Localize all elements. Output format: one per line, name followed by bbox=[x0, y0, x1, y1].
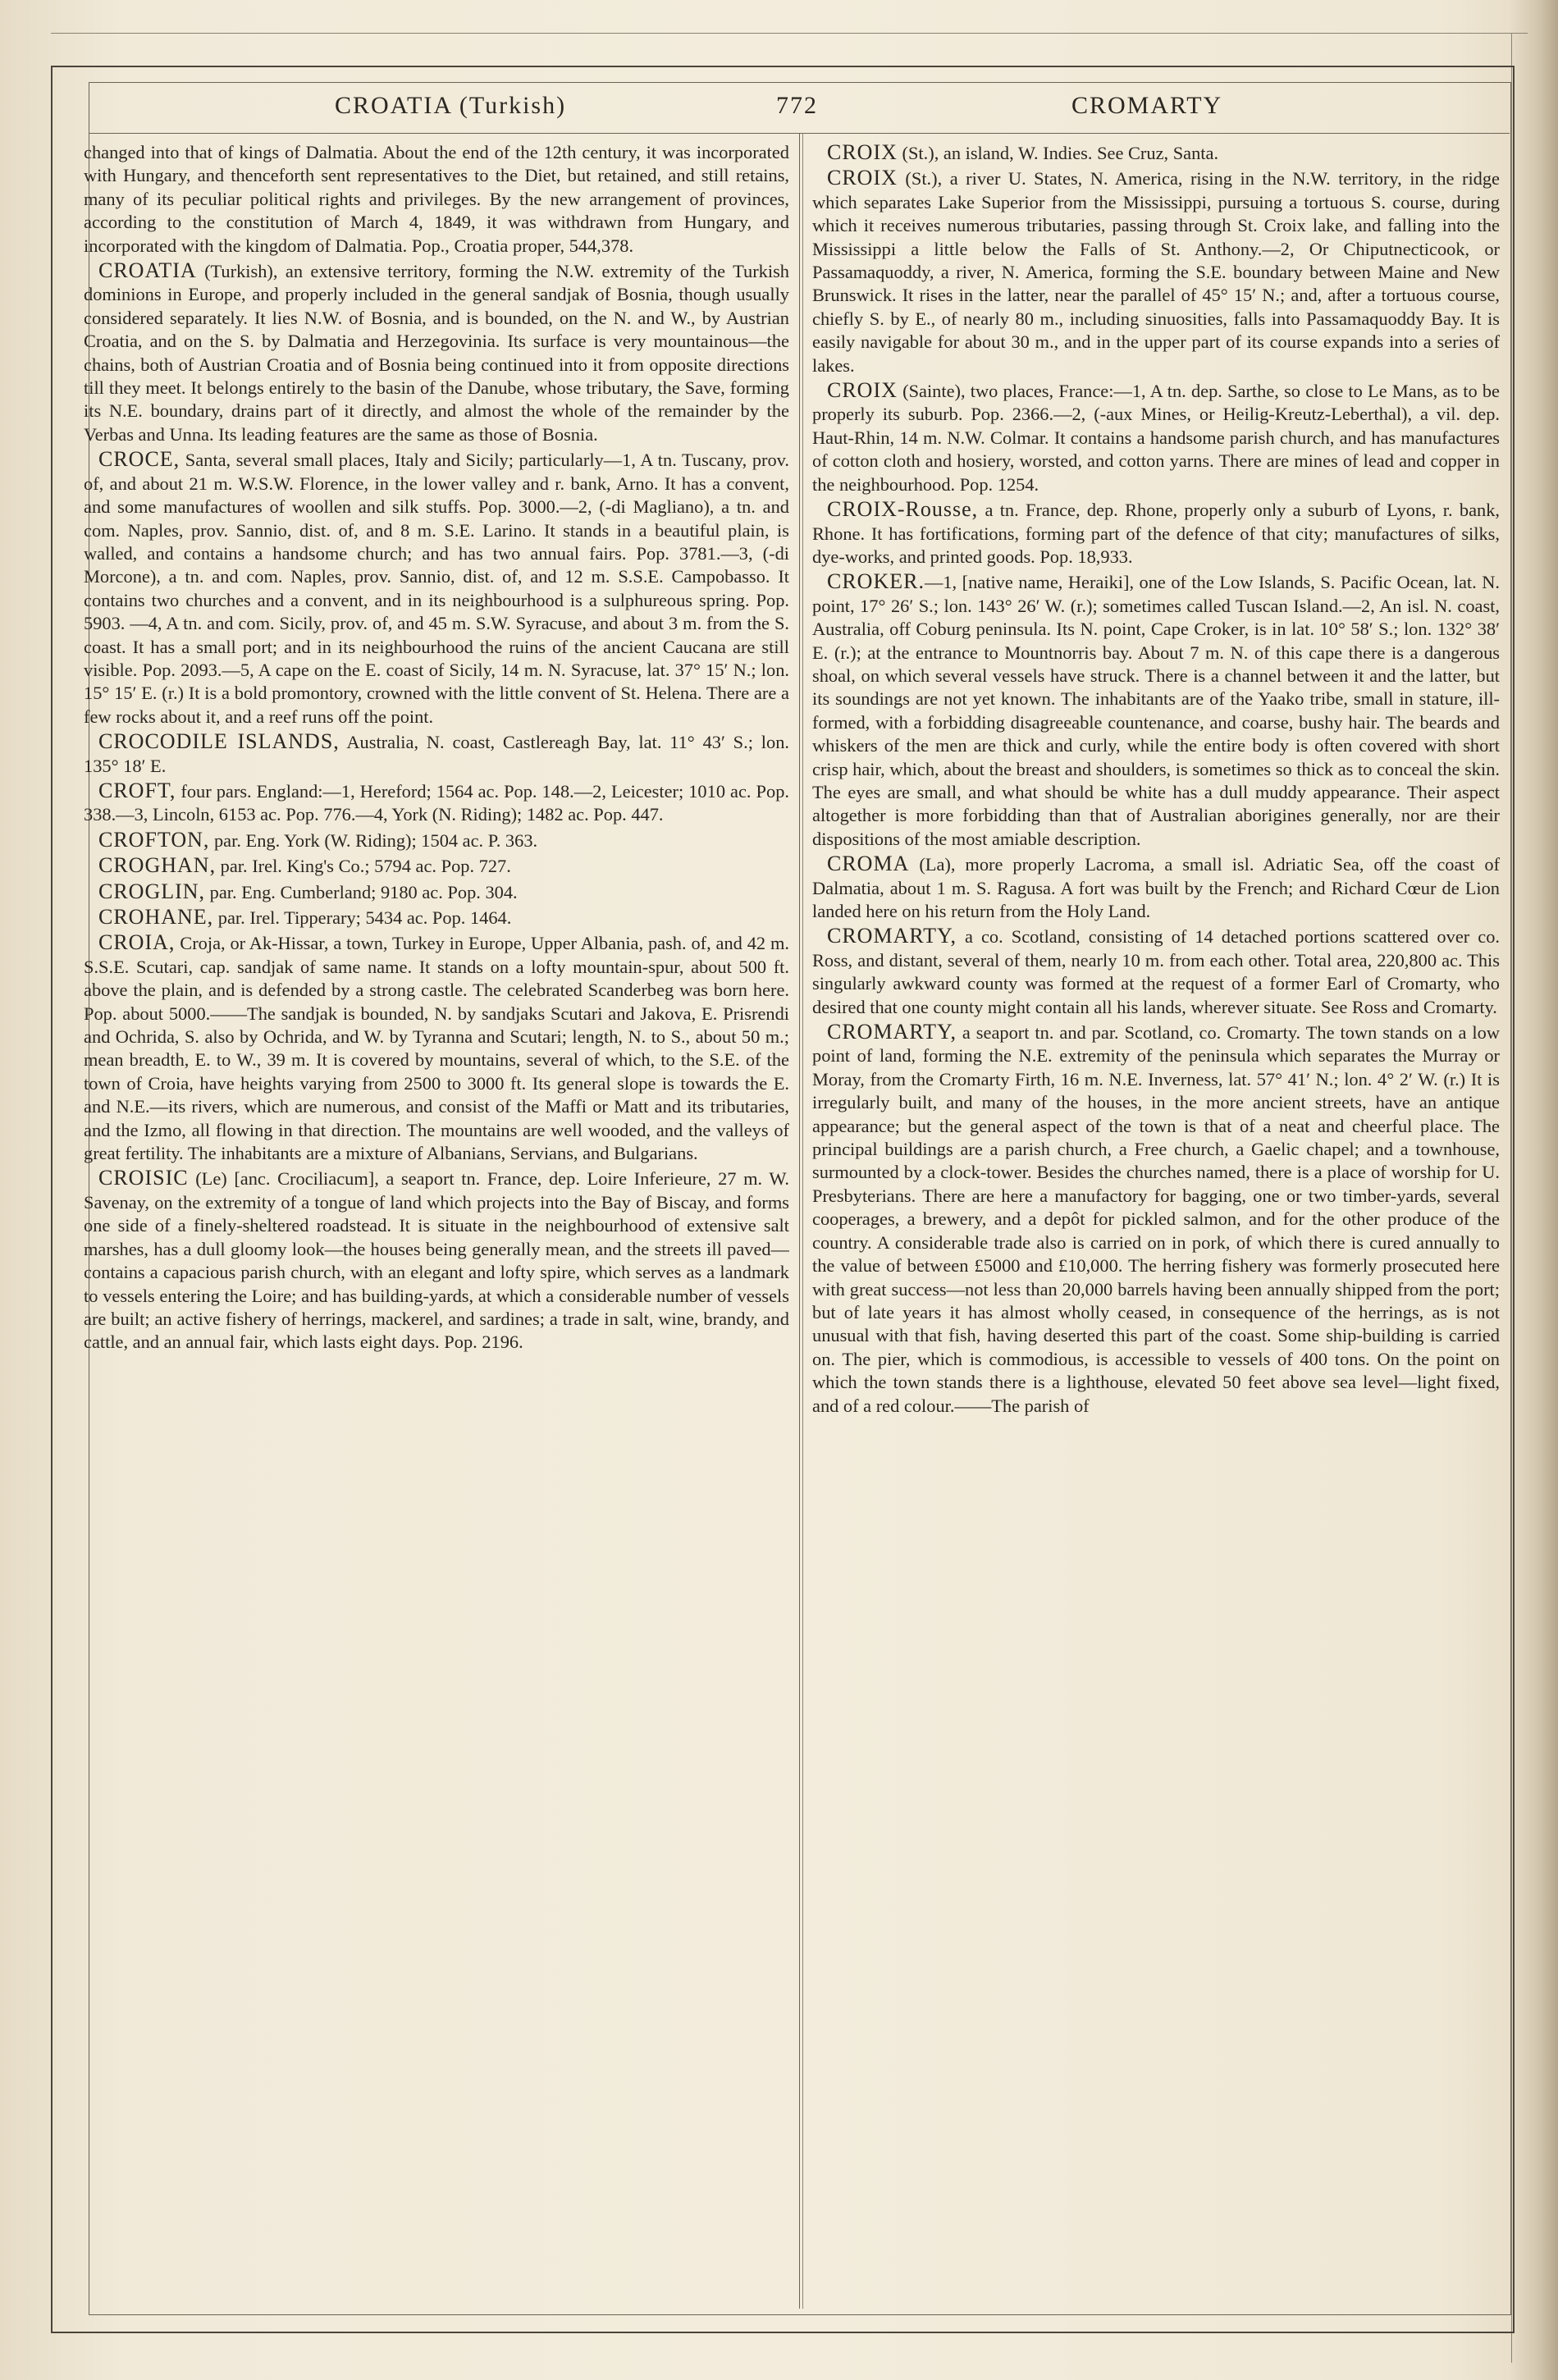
entry-text: par. Eng. York (W. Riding); 1504 ac. P. 363. bbox=[209, 829, 538, 851]
entry-text: (Le) [anc. Crociliacum], a seaport tn. France, dep. Loire Inferieure, 27 m. W. Savenay, on the extremity of a tongue of land which projects into the Bay of Biscay, and forms one side of a finely-sheltered roadstead. It is situate in the neighbourhood of extensive salt marshes, has a dull gloomy look—the houses being generally mean, and the streets ill paved—contains a capacious parish church, with an elegant and lofty spire, which serves as a landmark to vessels entering the Loire; and has building-yards, at which a considerable number of vessels are built; an active fishery of herrings, mackerel, and sardines; a trade in salt, wine, brandy, and cattle, and an annual fair, which lasts eight days. Pop. 2196. bbox=[84, 1168, 789, 1353]
gazetteer-entry bbox=[812, 925, 1500, 1019]
gazetteer-entry bbox=[84, 779, 789, 827]
entry-text: —1, [native name, Heraiki], one of the Low Islands, S. Pacific Ocean, lat. N. point, 17° 26′ S.; lon. 143° 26′ W. (r.); sometimes called Tuscan Island.—2, An isl. N. coast, Australia, off Coburg peninsula. Its N. point, Cape Croker, is in lat. 10° 58′ S.; lon. 132° 38′ E. (r.); at the entrance to Mountnorris bay. About 7 m. N. of this cape there is a dangerous shoal, on which several vessels have struck. There is a channel between it and the latter, but its soundings are not yet known. The inhabitants are of the Yaako tribe, small in stature, ill-formed, with a forbidding disagreeable countenance, and coarse, bushy hair. The beards and whiskers of the men are thick and curly, while the entire body is often covered with short crisp hair, which, about the breast and shoulders, is sometimes so thick as to conceal the skin. The eyes are small, and what should be white has a dull muddy appearance. Their aspect altogether is more forbidding than that of Australian aborigines generally, nor are their dispositions of the most amiable description. bbox=[812, 572, 1500, 849]
column-divider-double bbox=[802, 133, 803, 2309]
entry-text: a seaport tn. and par. Scotland, co. Cromarty. The town stands on a low point of land, forming the N.E. extremity of the peninsula which separates the Murray or Moray, from the Cromarty Firth, 16 m. N.E. Inverness, lat. 57° 41′ N.; lon. 4° 2′ W. (r.) It is irregularly built, and many of the houses, in the more ancient streets, have an antique appearance; but the general aspect of the town is that of a neat and cheerful place. The principal buildings are a parish church, a Free church, a Gaelic chapel; and a townhouse, surmounted by a clock-tower. Besides the churches named, there is a place of worship for U. Presbyterians. There are here a manufactory for bagging, one or two timber-yards, several cooperages, a brewery, and a depôt for pickled salmon, and for the other produce of the country. A considerable trade also is carried on in pork, of which there is cured annually to the value of between £5000 and £10,000. The herring fishery was formerly prosecuted here with great success—not less than 20,000 barrels having been annually shipped from the port; but of late years it has almost wholly ceased, in consequence of the herrings, as is not unusual with that fish, having deserted this part of the coast. Some ship-building is carried on. The pier, which is commodious, is accessible to vessels of 400 tons. On the point on which the town stands there is a lighthouse, elevated 50 feet above sea level—light fixed, and of a red colour.——The parish of bbox=[812, 1022, 1500, 1416]
gazetteer-entry bbox=[84, 1167, 789, 1354]
gazetteer-entry bbox=[812, 570, 1500, 851]
gazetteer-entry bbox=[812, 167, 1500, 377]
entry-text: par. Irel. King's Co.; 5794 ac. Pop. 727. bbox=[216, 856, 511, 877]
gazetteer-entry bbox=[812, 379, 1500, 496]
gazetteer-entry bbox=[84, 141, 789, 258]
running-head bbox=[89, 82, 1510, 134]
column-divider bbox=[799, 133, 800, 2309]
gazetteer-entry bbox=[84, 906, 789, 930]
entry-headword: CROMA bbox=[827, 852, 910, 876]
entry-headword: CROMARTY, bbox=[827, 1020, 957, 1044]
gazetteer-entry bbox=[812, 1021, 1500, 1418]
entry-headword: CROIX bbox=[827, 166, 898, 190]
entry-headword: CROKER. bbox=[827, 569, 925, 594]
entry-text: (Turkish), an extensive territory, forming the N.W. extremity of the Turkish dominions in Europe, and properly included in the general sandjak of Bosnia, though usually considered separately. It lies N.W. of Bosnia, and is bounded, on the N. and W., by Austrian Croatia, and on the S. by Dalmatia and Herzegovinia. Its surface is very mountainous—the chains, both of Austrian Croatia and of Bosnia being continued into it from opposite directions till they meet. It belongs entirely to the basin of the Danube, whose tributary, the Save, forming its N.E. boundary, drains part of it directly, and almost the whole of the remainder by the Verbas and Unna. Its leading features are the same as those of Bosnia. bbox=[84, 261, 789, 445]
entry-text: par. Irel. Tipperary; 5434 ac. Pop. 1464. bbox=[213, 907, 512, 928]
gazetteer-entry bbox=[84, 448, 789, 729]
gazetteer-entry bbox=[84, 931, 789, 1165]
entry-headword: CROHANE, bbox=[98, 905, 214, 929]
entry-headword: CROCE, bbox=[98, 447, 180, 472]
entry-text: Croja, or Ak-Hissar, a town, Turkey in Europe, Upper Albania, pash. of, and 42 m. S.S.E. Scutari, cap. sandjak of same name. It stands on a lofty mountain-spur, about 500 ft. above the plain, and is defended by a strong castle. The celebrated Scanderbeg was born here. Pop. about 5000.——The sandjak is bounded, N. by sandjaks Scutari and Jakova, E. Prisrendi and Ochrida, S. also by Ochrida, and W. by Tyranna and Scutari; length, N. to S., about 50 m.; mean breadth, E. to W., 39 m. It is covered by mountains, several of which, to the S.E. of the town of Croia, have heights varying from 2500 to 3000 ft. Its general slope is towards the E. and N.E.—its rivers, which are numerous, and consist of the Maffi or Matt and its tributaries, and the Izmo, all flowing in that direction. The mountains are well wooded, and the valleys of great fertility. The inhabitants are a mixture of Albanians, Servians, and Bulgarians. bbox=[84, 933, 789, 1164]
right-column bbox=[812, 141, 1500, 2299]
gazetteer-entry bbox=[812, 498, 1500, 569]
entry-headword: CROIX-Rousse, bbox=[827, 497, 979, 522]
entry-headword: CROIX bbox=[827, 141, 898, 164]
running-head-right: CROMARTY bbox=[1071, 92, 1223, 119]
gazetteer-entry bbox=[812, 141, 1500, 165]
gazetteer-entry bbox=[84, 854, 789, 878]
entry-text: changed into that of kings of Dalmatia. About the end of the 12th century, it was incorporated with Hungary, and thenceforth sent representatives to the Diet, but retained, and still retains, many of its peculiar political rights and privileges. By the new arrangement of provinces, according to the constitution of March 4, 1849, it was withdrawn from Hungary, and incorporated with the kingdom of Dalmatia. Pop., Croatia proper, 544,378. bbox=[84, 142, 789, 256]
entry-headword: CROISIC bbox=[98, 1166, 189, 1190]
gazetteer-entry bbox=[84, 829, 789, 852]
entry-headword: CROIA, bbox=[98, 930, 176, 955]
entry-headword: CROGLIN, bbox=[98, 879, 206, 903]
entry-text: (Sainte), two places, France:—1, A tn. dep. Sarthe, so close to Le Mans, as to be properly its suburb. Pop. 2366.—2, (-aux Mines, or Heilig-Kreutz-Leberthal), a vil. dep. Haut-Rhin, 14 m. N.W. Colmar. It contains a handsome parish church, and has manufactures of cotton cloth and hosiery, worsted, and cotton yarns. There are mines of lead and copper in the neighbourhood. Pop. 1254. bbox=[812, 381, 1500, 495]
entry-headword: CROFT, bbox=[98, 778, 176, 802]
entry-text: (St.), an island, W. Indies. See Cruz, Santa. bbox=[897, 143, 1219, 163]
entry-headword: CROATIA bbox=[98, 258, 197, 283]
gazetteer-entry bbox=[812, 852, 1500, 923]
entry-text: a co. Scotland, consisting of 14 detached portions scattered over co. Ross, and distant, several of them, nearly 10 m. from each other. Total area, 220,800 ac. This singularly awkward county was formed at the request of a former Earl of Cromarty, who desired that one county might contain all his lands, wherever situate. See Ross and Cromarty. bbox=[812, 926, 1500, 1017]
entry-headword: CROMARTY, bbox=[827, 924, 957, 948]
entry-headword: CROCODILE ISLANDS, bbox=[98, 729, 340, 754]
gazetteer-entry bbox=[84, 880, 789, 904]
entry-headword: CROFTON, bbox=[98, 827, 210, 852]
entry-text: par. Eng. Cumberland; 9180 ac. Pop. 304. bbox=[205, 881, 518, 902]
gazetteer-entry bbox=[84, 730, 789, 778]
entry-text: (La), more properly Lacroma, a small isl. Adriatic Sea, off the coast of Dalmatia, about 1 m. S. Ragusa. A fort was built by the French; and Richard Cœur de Lion landed here on his return from the Holy Land. bbox=[812, 854, 1500, 921]
entry-text: a tn. France, dep. Rhone, properly only a suburb of Lyons, r. bank, Rhone. It has fortifications, forming part of the defence of that city; manufactures of silks, dye-works, and printed goods. Pop. 18,933. bbox=[812, 500, 1500, 567]
running-head-left: CROATIA (Turkish) bbox=[335, 92, 567, 119]
entry-text: Santa, several small places, Italy and Sicily; particularly—1, A tn. Tuscany, prov. of, and about 21 m. W.S.W. Florence, in the lower valley and r. bank, Arno. It has a convent, and some manufactures of woollen and silk stuffs. Pop. 3000.—2, (-di Magliano), a tn. and com. Naples, prov. Sannio, dist. of, and 8 m. S.E. Larino. It stands in a beautiful plain, is walled, and contains a handsome church; and has two annual fairs. Pop. 3781.—3, (-di Morcone), a tn. and com. Naples, prov. Sannio, dist. of, and 12 m. S.S.E. Campobasso. It contains two churches and a convent, and in its neighbourhood is a sulphureous spring. Pop. 5903. —4, A tn. and com. Sicily, prov. of, and 45 m. S.W. Syracuse, and about 3 m. from the S. coast. It has a small port; and in its neighbourhood the ruins of the ancient Caucana are still visible. Pop. 2093.—5, A cape on the E. coast of Sicily, 14 m. N. Syracuse, lat. 37° 15′ N.; lon. 15° 15′ E. (r.) It is a bold promontory, crowned with the little convent of St. Helena. There are a few rocks about it, and a reef runs off the point. bbox=[84, 450, 789, 727]
page-number: 772 bbox=[776, 92, 818, 119]
left-column bbox=[84, 141, 789, 2299]
entry-headword: CROIX bbox=[827, 378, 898, 403]
top-edge-rule bbox=[51, 33, 1528, 34]
entry-headword: CROGHAN, bbox=[98, 853, 217, 878]
binding-shadow bbox=[1509, 0, 1558, 2380]
gazetteer-entry bbox=[84, 259, 789, 446]
entry-text: Australia, N. coast, Castlereagh Bay, lat. 11° 43′ S.; lon. 135° 18′ E. bbox=[84, 732, 789, 776]
entry-text: (St.), a river U. States, N. America, rising in the N.W. territory, in the ridge which separates Lake Superior from the Mississippi, pursuing a tortuous S. course, during which it receives numerous tributaries, passing through St. Croix lake, and falling into the Mississippi a little below the Falls of St. Anthony.—2, Or Chiputnecticook, or Passamaquoddy, a river, N. America, forming the S.E. boundary between Maine and New Brunswick. It rises in the latter, near the parallel of 45° 15′ N.; and, after a tortuous course, chiefly S. by E., of nearly 80 m., including sinuosities, falls into Passamaquoddy Bay. It is easily navigable for about 30 m., and in the upper part of its course expands into a series of lakes. bbox=[812, 168, 1500, 376]
entry-text: four pars. England:—1, Hereford; 1564 ac. Pop. 148.—2, Leicester; 1010 ac. Pop. 338.—3, Lincoln, 6153 ac. Pop. 776.—4, York (N. Riding); 1482 ac. Pop. 447. bbox=[84, 780, 789, 825]
